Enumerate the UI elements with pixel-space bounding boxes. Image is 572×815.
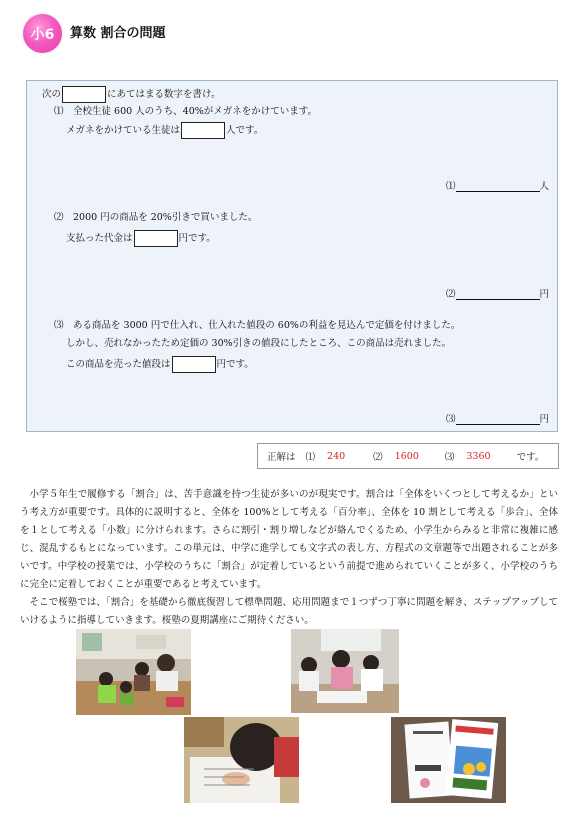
q1-sentence-before: メガネをかけている生徒は <box>66 125 181 136</box>
q1-answer-unit: 人 <box>539 181 550 192</box>
body-paragraph-2: そこで桜塾では、「割合」を基礎から徹底復習して標準問題、応用問題まで１つずつ丁寧に問題を解き、ステップアップしていけるように指導していきます。桜塾の夏期講座にご期待ください。 <box>20 597 558 626</box>
q2-sentence-before: 支払った代金は <box>66 233 133 244</box>
q1-answer-label: ⑴ <box>446 181 456 192</box>
q2-answer-field[interactable] <box>456 289 540 300</box>
classroom-photo-2 <box>291 629 399 713</box>
classroom-photo-1 <box>76 629 191 715</box>
textbook-photo <box>391 717 506 803</box>
instruction-text-before: 次の <box>42 89 62 100</box>
q1-text: ⑴ 全校生徒 600 人のうち、40%がメガネをかけています。 <box>54 106 318 117</box>
answer-key-suffix: です。 <box>516 452 545 463</box>
answer-key-value-3: 3360 <box>466 450 491 462</box>
q3-answer-line <box>446 411 549 425</box>
q3-blank-box[interactable] <box>172 356 216 373</box>
q3-sentence-after: 円です。 <box>216 359 254 370</box>
instruction <box>42 86 221 103</box>
q1-answer-line <box>446 178 549 192</box>
q2-text: ⑵ 2000 円の商品を 20%引きで買いました。 <box>54 212 258 223</box>
page-title: 算数 割合の問題 <box>70 26 166 41</box>
answer-key-box <box>257 443 559 469</box>
q3-sentence <box>66 356 254 373</box>
answer-key-label-3: ⑶ <box>444 452 455 463</box>
q2-sentence <box>66 230 216 247</box>
q2-sentence-after: 円です。 <box>178 233 216 244</box>
q1-sentence <box>66 122 263 139</box>
body-text <box>20 486 558 630</box>
q3-text: ⑶ ある商品を 3000 円で仕入れ、仕入れた値段の 60%の利益を見込んで定価を付けました。 <box>54 320 461 331</box>
q1-blank-box[interactable] <box>181 122 225 139</box>
answer-key-label-2: ⑵ <box>373 452 383 463</box>
q1-answer-field[interactable] <box>456 181 540 192</box>
grade-badge: 小6 <box>23 14 62 53</box>
q2-answer-unit: 円 <box>539 289 550 300</box>
q3-answer-field[interactable] <box>456 414 540 425</box>
answer-key-prefix: 正解は <box>267 452 296 463</box>
q1-sentence-after: 人です。 <box>226 125 264 136</box>
q2-answer-label: ⑵ <box>446 289 456 300</box>
q3-sentence-before: この商品を売った値段は <box>66 359 171 370</box>
q3-text-line2: しかし、売れなかったため定価の 30%引きの値段にしたところ、この商品は売れました。 <box>66 338 452 349</box>
answer-key-value-2: 1600 <box>394 450 419 462</box>
blank-box-example <box>62 86 106 103</box>
body-paragraph-1: 小学５年生で履修する「割合」は、苦手意識を持つ生徒が多いのが現実です。割合は「全体をいくつとして考えるか」という考え方が重要です。具体的に説明すると、全体を 100%として考える「百分率」、全体を 10 割として考える「歩合」、全体を１として考える「小数」に分けられます。さらに割引・割り増しなどが絡んでくるため、小学生からみると非常に複雑に感じ、混乱するもとになっています。この単元は、中学に進学しても文字式の表し方、方程式の文章題等で出題されることが多いです。中学校の授業では、小学校のうちに「割合」が定着しているという前提で進められていくことが多く、小学校のうちに完全に定着しておくことが重要であると考えています。 <box>20 489 558 590</box>
answer-key-value-1: 240 <box>327 450 346 462</box>
student-writing-photo <box>184 717 299 803</box>
instruction-text-after: にあてはまる数字を書け。 <box>107 89 221 100</box>
q2-blank-box[interactable] <box>134 230 178 247</box>
q2-answer-line <box>446 286 549 300</box>
q3-answer-label: ⑶ <box>446 414 456 425</box>
answer-key-label-1: ⑴ <box>305 452 316 463</box>
q3-answer-unit: 円 <box>539 414 550 425</box>
